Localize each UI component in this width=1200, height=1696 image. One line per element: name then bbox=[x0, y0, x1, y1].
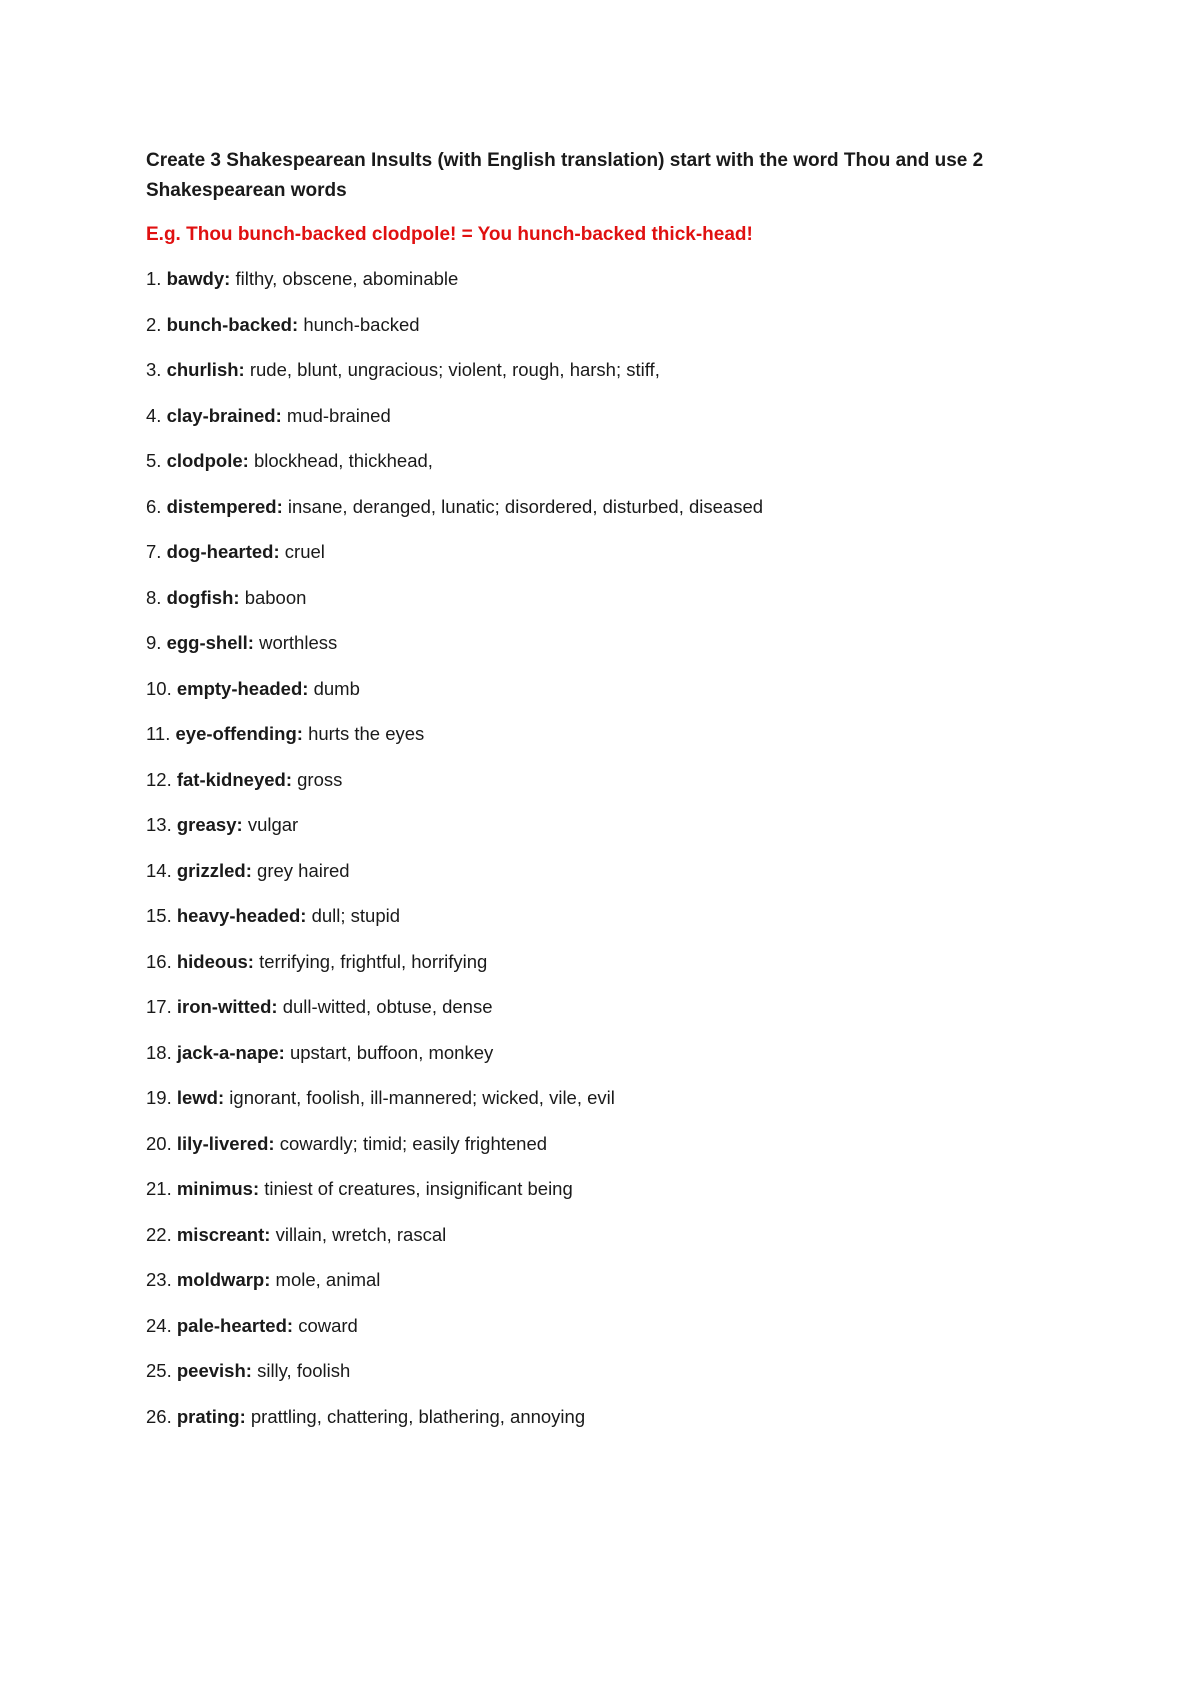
list-item bbox=[146, 1174, 1026, 1220]
item-number: 3. bbox=[146, 359, 162, 380]
colon-separator: : bbox=[302, 677, 309, 699]
shakespearean-word: greasy bbox=[176, 814, 237, 835]
colon-separator: : bbox=[285, 768, 292, 790]
colon-separator: : bbox=[247, 632, 254, 653]
shakespearean-word: eye-offending bbox=[175, 723, 297, 744]
colon-separator: : bbox=[224, 268, 231, 289]
colon-separator: : bbox=[292, 313, 299, 335]
word-definition: mud-brained bbox=[286, 404, 391, 426]
item-number: 9. bbox=[146, 632, 162, 653]
list-item bbox=[146, 1038, 1026, 1084]
item-number: 10. bbox=[146, 677, 172, 699]
list-item bbox=[146, 264, 1026, 310]
shakespearean-word: fat-kidneyed bbox=[176, 768, 286, 790]
word-definition: hurts the eyes bbox=[308, 723, 425, 744]
colon-separator: : bbox=[264, 1223, 271, 1245]
list-item bbox=[146, 1220, 1026, 1266]
document-content bbox=[146, 146, 1026, 1447]
shakespearean-word: bawdy bbox=[166, 268, 225, 289]
item-number: 21. bbox=[146, 1178, 172, 1199]
item-number: 4. bbox=[146, 404, 162, 426]
list-item bbox=[146, 401, 1026, 447]
item-number: 26. bbox=[146, 1405, 172, 1427]
item-number: 23. bbox=[146, 1269, 172, 1290]
list-item bbox=[146, 583, 1026, 629]
colon-separator: : bbox=[300, 905, 307, 926]
item-number: 17. bbox=[146, 996, 172, 1017]
list-item bbox=[146, 1129, 1026, 1175]
item-number: 12. bbox=[146, 768, 172, 790]
colon-separator: : bbox=[217, 1087, 225, 1108]
list-item bbox=[146, 719, 1026, 765]
item-number: 2. bbox=[146, 313, 162, 335]
word-list bbox=[146, 264, 1026, 1447]
shakespearean-word: peevish bbox=[176, 1360, 246, 1381]
shakespearean-word: dog-hearted bbox=[166, 541, 274, 562]
item-number: 8. bbox=[146, 586, 162, 608]
shakespearean-word: empty-headed bbox=[176, 677, 303, 699]
word-definition: vulgar bbox=[247, 814, 299, 835]
list-item bbox=[146, 947, 1026, 993]
word-definition: dull; stupid bbox=[311, 905, 401, 926]
shakespearean-word: hideous bbox=[176, 950, 248, 972]
shakespearean-word: dogfish bbox=[166, 586, 234, 608]
word-definition: filthy, obscene, abominable bbox=[235, 268, 459, 289]
colon-separator: : bbox=[278, 1041, 285, 1063]
item-number: 15. bbox=[146, 905, 172, 926]
example-insult: E.g. Thou bunch-backed clodpole! = You hunch-backed thick-head! bbox=[146, 224, 753, 245]
colon-separator: : bbox=[239, 1405, 246, 1427]
item-number: 16. bbox=[146, 950, 172, 972]
list-item bbox=[146, 1402, 1026, 1448]
item-number: 22. bbox=[146, 1223, 172, 1245]
word-definition: hunch-backed bbox=[303, 313, 420, 335]
list-item bbox=[146, 992, 1026, 1038]
shakespearean-word: lily-livered bbox=[176, 1132, 269, 1154]
shakespearean-word: distempered bbox=[166, 495, 277, 517]
list-item bbox=[146, 901, 1026, 947]
list-item bbox=[146, 537, 1026, 583]
assignment-heading: Create 3 Shakespearean Insults (with English translation) start with the word Thou and use 2 Shakespearean words bbox=[146, 150, 984, 201]
item-number: 5. bbox=[146, 450, 162, 471]
item-number: 25. bbox=[146, 1360, 172, 1381]
colon-separator: : bbox=[273, 541, 280, 562]
word-definition: cruel bbox=[284, 541, 325, 562]
shakespearean-word: heavy-headed bbox=[176, 905, 301, 926]
colon-separator: : bbox=[268, 1132, 275, 1154]
colon-separator: : bbox=[271, 996, 278, 1017]
colon-separator: : bbox=[275, 404, 282, 426]
colon-separator: : bbox=[247, 950, 254, 972]
word-definition: blockhead, thickhead, bbox=[253, 450, 433, 471]
list-item bbox=[146, 1356, 1026, 1402]
shakespearean-word: lewd bbox=[176, 1087, 218, 1108]
list-item bbox=[146, 355, 1026, 401]
list-item bbox=[146, 765, 1026, 811]
item-number: 19. bbox=[146, 1087, 172, 1108]
shakespearean-word: churlish bbox=[166, 359, 239, 380]
word-definition: mole, animal bbox=[275, 1269, 381, 1290]
item-number: 14. bbox=[146, 859, 172, 881]
word-definition: upstart, buffoon, monkey bbox=[289, 1041, 494, 1063]
colon-separator: : bbox=[233, 586, 240, 608]
shakespearean-word: jack-a-nape bbox=[176, 1041, 279, 1063]
word-definition: tiniest of creatures, insignificant being bbox=[264, 1178, 573, 1199]
word-definition: baboon bbox=[244, 586, 307, 608]
item-number: 13. bbox=[146, 814, 172, 835]
item-number: 20. bbox=[146, 1132, 172, 1154]
list-item bbox=[146, 492, 1026, 538]
shakespearean-word: grizzled bbox=[176, 859, 246, 881]
colon-separator: : bbox=[286, 1314, 294, 1336]
list-item bbox=[146, 1311, 1026, 1357]
item-number: 1. bbox=[146, 268, 162, 289]
colon-separator: : bbox=[245, 1360, 252, 1381]
item-number: 18. bbox=[146, 1041, 172, 1063]
list-item bbox=[146, 674, 1026, 720]
item-number: 24. bbox=[146, 1314, 172, 1336]
item-number: 6. bbox=[146, 495, 162, 517]
list-item bbox=[146, 856, 1026, 902]
shakespearean-word: prating bbox=[176, 1405, 240, 1427]
item-number: 11. bbox=[146, 723, 171, 744]
colon-separator: : bbox=[252, 1178, 260, 1199]
shakespearean-word: bunch-backed bbox=[166, 313, 292, 335]
word-definition: coward bbox=[298, 1314, 358, 1336]
word-definition: prattling, chattering, blathering, annoying bbox=[250, 1405, 586, 1427]
colon-separator: : bbox=[238, 359, 245, 380]
colon-separator: : bbox=[242, 450, 249, 471]
colon-separator: : bbox=[245, 859, 252, 881]
colon-separator: : bbox=[264, 1269, 271, 1290]
word-definition: dull-witted, obtuse, dense bbox=[282, 996, 493, 1017]
word-definition: gross bbox=[297, 768, 343, 790]
shakespearean-word: pale-hearted bbox=[176, 1314, 287, 1336]
word-definition: villain, wretch, rascal bbox=[275, 1223, 447, 1245]
shakespearean-word: minimus bbox=[176, 1178, 253, 1199]
word-definition: worthless bbox=[259, 632, 338, 653]
word-definition: insane, deranged, lunatic; disordered, disturbed, diseased bbox=[287, 495, 764, 517]
word-definition: terrifying, frightful, horrifying bbox=[259, 950, 488, 972]
word-definition: silly, foolish bbox=[257, 1360, 351, 1381]
word-definition: ignorant, foolish, ill-mannered; wicked, vile, evil bbox=[229, 1087, 615, 1108]
shakespearean-word: clodpole bbox=[166, 450, 243, 471]
item-number: 7. bbox=[146, 541, 162, 562]
list-item bbox=[146, 1083, 1026, 1129]
word-definition: cowardly; timid; easily frightened bbox=[279, 1132, 548, 1154]
word-definition: grey haired bbox=[257, 859, 350, 881]
list-item bbox=[146, 446, 1026, 492]
shakespearean-word: egg-shell bbox=[166, 632, 248, 653]
shakespearean-word: moldwarp bbox=[176, 1269, 265, 1290]
colon-separator: : bbox=[276, 495, 283, 517]
word-definition: dumb bbox=[313, 677, 360, 699]
shakespearean-word: miscreant bbox=[176, 1223, 265, 1245]
shakespearean-word: clay-brained bbox=[166, 404, 276, 426]
list-item bbox=[146, 1265, 1026, 1311]
word-definition: rude, blunt, ungracious; violent, rough, harsh; stiff, bbox=[249, 359, 660, 380]
list-item bbox=[146, 310, 1026, 356]
shakespearean-word: iron-witted bbox=[176, 996, 272, 1017]
colon-separator: : bbox=[296, 723, 303, 744]
list-item bbox=[146, 628, 1026, 674]
colon-separator: : bbox=[236, 814, 243, 835]
list-item bbox=[146, 810, 1026, 856]
